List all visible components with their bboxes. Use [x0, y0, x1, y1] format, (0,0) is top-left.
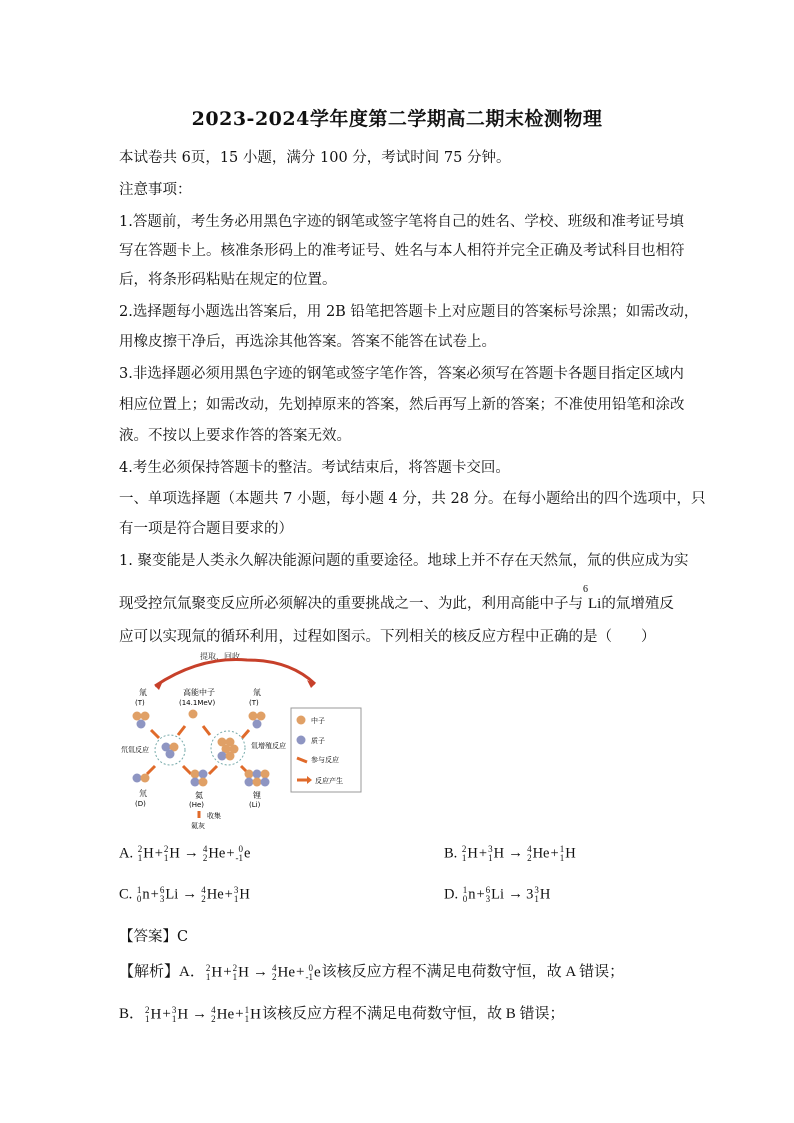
neutron-particle	[249, 712, 258, 721]
reaction-arrow	[209, 766, 217, 774]
lithium-symbol: (Li)	[249, 801, 261, 809]
notice-line: 后，将条形码粘贴在规定的位置。	[119, 272, 337, 288]
mass-number: 1	[462, 885, 468, 895]
neutron-particle	[141, 774, 150, 783]
symbol: H	[250, 1006, 261, 1022]
symbol: He	[216, 1006, 235, 1022]
mass-number: 4	[272, 962, 277, 973]
nuclide	[160, 886, 178, 904]
answer-value: C	[177, 929, 189, 945]
deuterium-label: 氘	[139, 789, 147, 798]
mass-number: 3	[534, 885, 539, 895]
symbol: H	[239, 886, 250, 903]
symbol: H	[565, 845, 576, 862]
collect-label: 收集	[207, 812, 221, 820]
mass-number: 6	[159, 885, 165, 895]
reaction-arrow	[178, 726, 185, 735]
question-1-line: 应可以实现氚的循环利用，过程如图示。下列相关的核反应方程中正确的是（ ）	[119, 629, 656, 645]
atomic-number: 1	[244, 1013, 250, 1024]
neutron-particle	[199, 778, 208, 787]
recycle-curve	[155, 660, 315, 686]
neutron-energy: (14.1MeV)	[179, 699, 216, 707]
symbol: n	[468, 886, 476, 903]
plus-sign: +	[235, 1006, 244, 1022]
mass-number: 4	[211, 1004, 216, 1015]
proton-particle	[166, 750, 175, 759]
mass-number: 2	[145, 1004, 150, 1015]
atomic-number: -1	[305, 971, 313, 982]
tritium-right-label: 氚	[253, 688, 261, 697]
question-1-line: 1. 聚变能是人类永久解决能源问题的重要途径。地球上并不存在天然氚，氚的供应成为实	[119, 553, 689, 569]
mass-number: 2	[232, 962, 238, 973]
atomic-number: 2	[272, 971, 277, 982]
plus-sign: +	[224, 886, 233, 903]
neutron-particle	[141, 712, 150, 721]
symbol: e	[244, 845, 251, 862]
legend-participate: 参与反应	[311, 756, 339, 764]
legend-proton: 质子	[311, 737, 325, 745]
mass-number: 3	[171, 1004, 177, 1015]
symbol: Li	[491, 886, 505, 903]
plus-sign: +	[478, 845, 488, 862]
arrow-icon: →	[508, 845, 524, 862]
nuclide	[236, 845, 251, 863]
symbol: H	[211, 964, 223, 980]
symbol: H	[143, 845, 154, 862]
mass-number: 0	[238, 844, 243, 854]
legend-produce: 反应产生	[315, 777, 343, 785]
breeding-label: 氚增殖反应	[251, 742, 286, 750]
mass-number: 0	[308, 962, 313, 973]
notice-line: 用橡皮擦干净后，再选涂其他答案。答案不能答在试卷上。	[119, 334, 496, 350]
nuclide	[527, 845, 549, 863]
atomic-number: 1	[488, 853, 493, 863]
atomic-number: 1	[534, 894, 539, 904]
nuclide	[245, 1006, 261, 1024]
notice-line: 相应位置上；如需改动，先划掉原来的答案，然后再写上新的答案；不准使用铅笔和涂改	[119, 397, 685, 413]
reaction-arrow	[151, 730, 159, 738]
option-b-label: B.	[444, 845, 458, 862]
symbol: H	[169, 845, 180, 862]
symbol: H	[177, 1006, 189, 1022]
symbol: H	[467, 845, 478, 862]
proton-particle	[261, 778, 270, 787]
plus-sign: +	[226, 845, 235, 862]
option-b[interactable]	[444, 845, 577, 863]
analysis-prefix: A．	[179, 964, 205, 980]
question-text: 的氚增殖反	[601, 596, 674, 612]
reaction-arrow	[147, 766, 155, 774]
nuclide	[234, 886, 250, 904]
figure-top-label: 提取，回收	[200, 652, 240, 661]
atomic-number: 3	[159, 894, 165, 904]
neutron-particle	[245, 770, 254, 779]
symbol: H	[493, 845, 505, 862]
li-mass-number: 6	[583, 584, 588, 595]
arrow-icon: →	[182, 886, 198, 903]
mass-number: 1	[136, 885, 142, 895]
analysis-text: 该核反应方程不满足电荷数守恒，故 A 错误；	[321, 964, 625, 980]
nuclide	[534, 886, 550, 904]
legend-proton-swatch	[297, 736, 306, 745]
plus-sign: +	[223, 964, 232, 980]
neutron-label: 高能中子	[183, 688, 215, 697]
fusion-cycle-diagram	[121, 648, 365, 830]
proton-particle	[245, 778, 254, 787]
arrow-icon: →	[183, 845, 199, 862]
mass-number: 2	[205, 962, 211, 973]
mass-number: 4	[527, 844, 532, 854]
plus-sign: +	[476, 886, 485, 903]
notice-line: 1.答题前，考生务必用黑色字迹的钢笔或签字笔将自己的姓名、学校、班级和准考证号填	[119, 214, 684, 230]
atomic-number: 2	[201, 894, 206, 904]
atomic-number: 1	[137, 853, 143, 863]
proton-particle	[199, 770, 208, 779]
notice-heading: 注意事项：	[119, 182, 192, 198]
legend-neutron: 中子	[311, 717, 325, 725]
notice-line: 写在答题卡上。核准条形码上的准考证号、姓名与本人相符并完全正确及考试科目也相符	[119, 243, 685, 259]
neutron-particle	[133, 712, 142, 721]
neutron-particle	[226, 752, 235, 761]
intro-text: 本试卷共 6页，15 小题，满分 100 分，考试时间 75 分钟。	[119, 150, 511, 166]
arrow-icon: →	[253, 964, 269, 980]
option-d[interactable]	[444, 886, 551, 904]
nuclide	[203, 845, 225, 863]
proton-particle	[137, 720, 146, 729]
plus-sign: +	[296, 964, 305, 980]
mass-number: 1	[559, 844, 565, 854]
plus-sign: +	[154, 845, 163, 862]
mass-number: 4	[202, 844, 208, 854]
nuclide	[172, 1006, 188, 1024]
page-title: 2023-2024学年度第二学期高二期末检测物理	[191, 108, 603, 130]
nuclide	[145, 1006, 161, 1024]
mass-number: 3	[233, 885, 239, 895]
atomic-number: 1	[171, 1013, 177, 1024]
nuclide	[463, 886, 476, 904]
mass-number: 4	[201, 885, 206, 895]
notice-line: 液。不按以上要求作答的答案无效。	[119, 428, 351, 444]
nuclide	[201, 886, 223, 904]
atomic-number: 3	[485, 894, 491, 904]
lithium-label: 锂	[253, 791, 261, 800]
arrow-icon: →	[192, 1006, 208, 1022]
option-c[interactable]	[119, 886, 251, 904]
notice-line: 2.选择题每小题选出答案后，用 2B 铅笔把答题卡上对应题目的答案标号涂黑；如需改动，	[119, 304, 699, 320]
neutron-particle	[257, 712, 266, 721]
atomic-number: 1	[461, 853, 467, 863]
ash-label: 氦灰	[191, 822, 205, 830]
nuclide	[488, 845, 504, 863]
notice-line: 4.考生必须保持答题卡的整洁。考试结束后，将答题卡交回。	[119, 460, 510, 476]
plus-sign: +	[150, 886, 159, 903]
question-text: 现受控氘氚聚变反应所必须解决的重要挑战之一、为此，利用高能中子与	[119, 596, 583, 612]
neutron-particle	[261, 770, 270, 779]
option-c-label: C.	[119, 886, 133, 903]
mass-number: 2	[163, 844, 169, 854]
mass-number: 1	[244, 1004, 250, 1015]
atomic-number: 0	[136, 894, 142, 904]
symbol: e	[313, 964, 321, 980]
proton-particle	[253, 720, 262, 729]
nuclide	[137, 886, 150, 904]
tritium-left-label: 氚	[139, 688, 147, 697]
atomic-number: 0	[462, 894, 468, 904]
analysis-line-b	[119, 1002, 679, 1024]
plus-sign: +	[550, 845, 559, 862]
reaction-arrow	[242, 730, 249, 738]
atomic-number: 1	[559, 853, 565, 863]
mass-number: 3	[488, 844, 493, 854]
symbol: He	[532, 845, 550, 862]
symbol: Li	[165, 886, 179, 903]
nuclide	[211, 1006, 234, 1024]
tritium-right-symbol: (T)	[249, 699, 259, 707]
proton-particle	[218, 752, 227, 761]
helium-symbol: (He)	[189, 801, 205, 809]
nuclide	[305, 964, 320, 982]
atomic-number: 2	[202, 853, 208, 863]
nuclide	[462, 845, 478, 863]
symbol: H	[539, 886, 551, 903]
nuclide	[272, 964, 295, 982]
analysis-text: 该核反应方程不满足电荷数守恒，故 B 错误；	[261, 1006, 565, 1022]
li-symbol: Li	[588, 596, 602, 612]
reaction-arrow	[183, 766, 191, 774]
proton-particle	[133, 774, 142, 783]
atomic-number: 1	[145, 1013, 150, 1024]
nuclide	[206, 964, 222, 982]
question-1-line	[119, 584, 679, 613]
atomic-number: 2	[211, 1013, 216, 1024]
symbol: H	[238, 964, 250, 980]
nuclide	[486, 886, 504, 904]
symbol: n	[142, 886, 150, 903]
mass-number: 2	[137, 844, 143, 854]
analysis-line-a	[119, 960, 679, 982]
atomic-number: 1	[163, 853, 169, 863]
mass-number: 2	[461, 844, 467, 854]
option-a[interactable]	[119, 845, 251, 863]
nuclide	[233, 964, 249, 982]
symbol: He	[206, 886, 224, 903]
neutron-particle	[253, 778, 262, 787]
proton-particle	[253, 770, 262, 779]
nuclide	[560, 845, 576, 863]
atomic-number: 1	[233, 894, 239, 904]
coefficient: 3	[526, 886, 534, 903]
legend-neutron-swatch	[297, 716, 306, 725]
plus-sign: +	[162, 1006, 171, 1022]
atomic-number: 1	[205, 971, 211, 982]
nuclide	[138, 845, 154, 863]
atomic-number: 1	[232, 971, 238, 982]
proton-particle	[191, 778, 200, 787]
option-a-label: A.	[119, 845, 134, 862]
symbol: He	[208, 845, 226, 862]
neutron-particle	[189, 710, 198, 719]
answer-label: 【答案】	[119, 929, 177, 945]
analysis-prefix: B．	[119, 1006, 145, 1022]
section-heading-cont: 有一项是符合题目要求的）	[119, 521, 293, 537]
option-d-label: D.	[444, 886, 459, 903]
helium-label: 氦	[195, 791, 203, 800]
nuclide	[164, 845, 180, 863]
analysis-label: 【解析】	[119, 964, 180, 980]
mass-number: 6	[485, 885, 491, 895]
atomic-number: 2	[527, 853, 532, 863]
symbol: H	[150, 1006, 162, 1022]
answer-line	[119, 925, 679, 946]
section-heading: 一、单项选择题（本题共 7 小题，每小题 4 分，共 28 分。在每小题给出的四个选项中，只	[119, 491, 706, 507]
reaction-arrow	[203, 726, 210, 735]
atomic-number: -1	[235, 853, 243, 863]
tritium-left-symbol: (T)	[135, 699, 145, 707]
notice-line: 3.非选择题必须用黑色字迹的钢笔或签字笔作答，答案必须写在答题卡各题目指定区域内	[119, 366, 684, 382]
symbol: He	[277, 964, 296, 980]
arrow-icon: →	[508, 886, 524, 903]
deuterium-symbol: (D)	[135, 800, 146, 808]
fusion-label: 氘氚反应	[121, 746, 149, 754]
neutron-particle	[191, 770, 200, 779]
